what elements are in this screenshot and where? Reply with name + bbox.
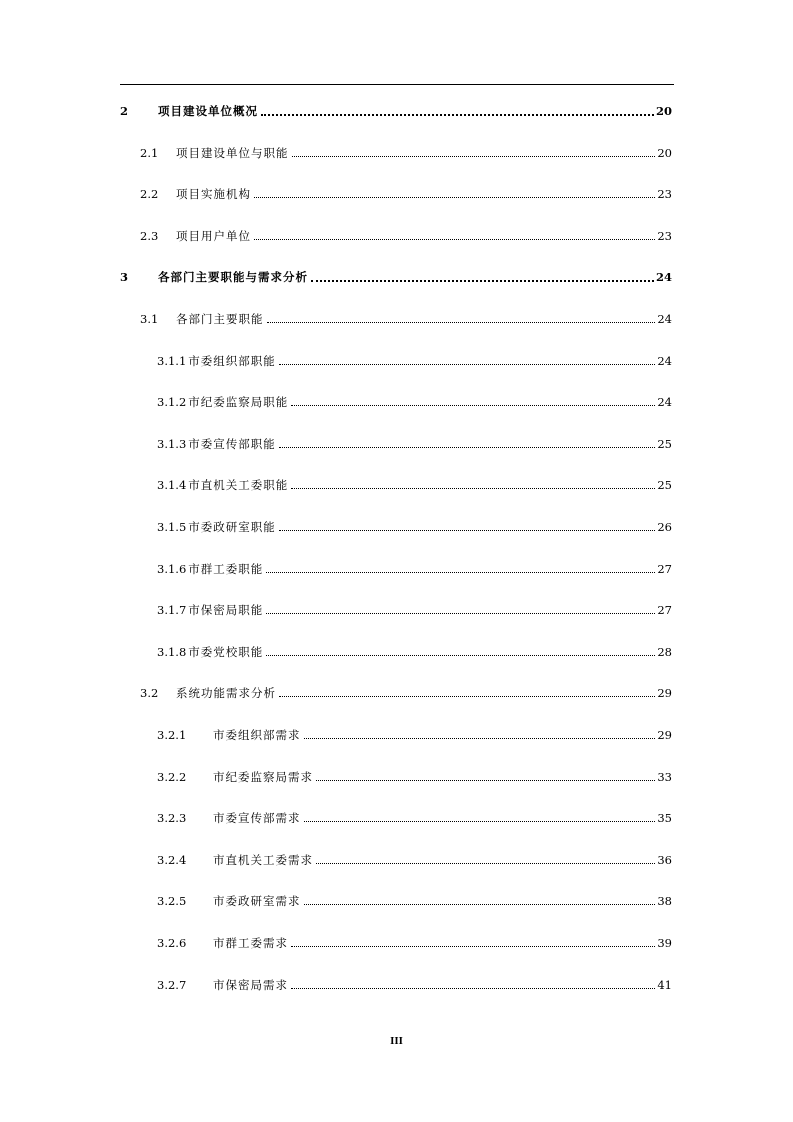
- toc-entry-title: 市保密局需求: [213, 977, 288, 992]
- toc-entry-number: 3.2: [140, 686, 159, 701]
- toc-entry-page: 27: [657, 603, 672, 618]
- toc-entry-number: 3.1.5: [157, 520, 187, 534]
- toc-entry[interactable]: [157, 354, 672, 368]
- toc-entry[interactable]: [120, 104, 672, 118]
- toc-entry-title: 市直机关工委职能: [188, 478, 289, 493]
- toc-entry-title: 市委组织部需求: [213, 728, 301, 742]
- toc-entry-title: 项目建设单位与职能: [176, 145, 289, 160]
- toc-entry[interactable]: [157, 811, 672, 825]
- toc-entry[interactable]: [157, 645, 672, 659]
- toc-entry-number: 3.2.3: [157, 811, 187, 826]
- toc-entry-title: 各部门主要职能: [176, 312, 264, 326]
- toc-dot-leader: [291, 395, 655, 406]
- toc-entry-page: 36: [657, 852, 672, 867]
- toc-entry[interactable]: [140, 686, 672, 700]
- toc-dot-leader: [254, 229, 655, 240]
- toc-entry-page: 26: [657, 520, 672, 534]
- toc-dot-leader: [304, 728, 656, 739]
- toc-dot-leader: [304, 811, 656, 822]
- toc-entry-page: 25: [657, 436, 672, 451]
- toc-entry-number: 3: [120, 270, 129, 285]
- toc-entry-page: 41: [657, 977, 672, 992]
- toc-entry-page: 23: [657, 228, 672, 243]
- toc-entry-page: 20: [657, 145, 672, 160]
- toc-entry-title: 市群工委需求: [213, 936, 288, 950]
- toc-entry-number: 3.2.1: [157, 728, 187, 742]
- toc-entry-number: 2.1: [140, 145, 159, 160]
- toc-entry-number: 2.3: [140, 228, 159, 243]
- toc-entry-page: 29: [657, 686, 672, 701]
- toc-entry-page: 24: [655, 270, 672, 285]
- toc-entry-page: 24: [657, 395, 672, 410]
- toc-entry[interactable]: [157, 978, 672, 992]
- toc-dot-leader: [316, 770, 655, 781]
- toc-entry-number: 3.1.6: [157, 561, 187, 576]
- toc-entry-title: 各部门主要职能与需求分析: [158, 270, 308, 285]
- toc-entry-title: 系统功能需求分析: [176, 686, 276, 701]
- toc-entry-number: 3.1: [140, 312, 159, 326]
- toc-entry-number: 2.2: [140, 187, 159, 202]
- toc-entry-title: 市保密局职能: [188, 603, 264, 618]
- toc-entry-title: 市委党校职能: [188, 644, 264, 659]
- toc-dot-leader: [266, 645, 655, 656]
- toc-dot-leader: [279, 437, 656, 448]
- toc-entry[interactable]: [157, 562, 672, 576]
- toc-dot-leader: [304, 894, 656, 905]
- toc-entry[interactable]: [140, 146, 672, 160]
- toc-entry-page: 20: [655, 104, 672, 118]
- toc-entry-page: 24: [657, 353, 672, 368]
- toc-entry[interactable]: [140, 229, 672, 243]
- toc-entry[interactable]: [157, 437, 672, 451]
- page-number-footer: III: [390, 1035, 403, 1047]
- toc-dot-leader: [267, 312, 656, 323]
- toc-entry-number: 3.1.8: [157, 644, 187, 659]
- toc-entry-number: 3.2.6: [157, 936, 187, 950]
- toc-entry-page: 24: [657, 312, 672, 326]
- toc-entry-number: 3.1.3: [157, 436, 187, 451]
- toc-dot-leader: [311, 270, 654, 282]
- toc-entry-page: 23: [657, 187, 672, 202]
- toc-entry[interactable]: [140, 187, 672, 201]
- toc-entry-page: 25: [657, 478, 672, 493]
- toc-entry-number: 3.1.7: [157, 603, 187, 618]
- toc-entry[interactable]: [140, 312, 672, 326]
- toc-entry-title: 市委政研室职能: [188, 520, 276, 534]
- toc-entry-page: 29: [657, 728, 672, 742]
- toc-entry-title: 市群工委职能: [188, 561, 264, 576]
- toc-dot-leader: [316, 853, 655, 864]
- toc-entry-page: 39: [657, 936, 672, 950]
- toc-entry[interactable]: [120, 270, 672, 284]
- toc-entry-title: 项目实施机构: [176, 187, 251, 202]
- toc-entry[interactable]: [157, 478, 672, 492]
- toc-entry-title: 市委组织部职能: [188, 353, 276, 368]
- toc-entry-title: 项目用户单位: [176, 228, 251, 243]
- toc-entry-page: 27: [657, 561, 672, 576]
- toc-dot-leader: [266, 562, 655, 573]
- toc-dot-leader: [291, 478, 655, 489]
- toc-entry-title: 项目建设单位概况: [158, 104, 258, 118]
- toc-entry-title: 市委宣传部职能: [188, 436, 276, 451]
- toc-entry-title: 市直机关工委需求: [213, 852, 313, 867]
- toc-entry-number: 3.1.4: [157, 478, 187, 493]
- toc-dot-leader: [261, 104, 654, 116]
- toc-entry-title: 市委政研室需求: [213, 894, 301, 909]
- toc-dot-leader: [279, 354, 656, 365]
- toc-entry[interactable]: [157, 395, 672, 409]
- toc-entry-page: 28: [657, 644, 672, 659]
- toc-dot-leader: [279, 686, 655, 697]
- toc-entry-number: 3.2.7: [157, 977, 187, 992]
- toc-entry-number: 3.1.2: [157, 395, 187, 410]
- toc-entry-number: 3.1.1: [157, 353, 187, 368]
- toc-entry[interactable]: [157, 520, 672, 534]
- toc-entry[interactable]: [157, 936, 672, 950]
- toc-dot-leader: [292, 146, 656, 157]
- toc-dot-leader: [254, 187, 655, 198]
- toc-entry[interactable]: [157, 770, 672, 784]
- toc-entry-number: 3.2.5: [157, 894, 187, 909]
- toc-dot-leader: [266, 603, 655, 614]
- toc-entry-number: 2: [120, 104, 129, 118]
- toc-entry-page: 33: [657, 769, 672, 784]
- toc-entry[interactable]: [157, 728, 672, 742]
- toc-entry-title: 市委宣传部需求: [213, 811, 301, 826]
- toc-dot-leader: [291, 978, 655, 989]
- toc-entry-title: 市纪委监察局需求: [213, 769, 313, 784]
- toc-entry-number: 3.2.2: [157, 769, 187, 784]
- toc-entry-page: 38: [657, 894, 672, 909]
- toc-dot-leader: [279, 520, 656, 531]
- toc-entry[interactable]: [157, 603, 672, 617]
- toc-entry[interactable]: [157, 853, 672, 867]
- toc-dot-leader: [291, 936, 655, 947]
- toc-entry[interactable]: [157, 894, 672, 908]
- toc-entry-page: 35: [657, 811, 672, 826]
- toc-entry-number: 3.2.4: [157, 852, 187, 867]
- toc-entry-title: 市纪委监察局职能: [188, 395, 289, 410]
